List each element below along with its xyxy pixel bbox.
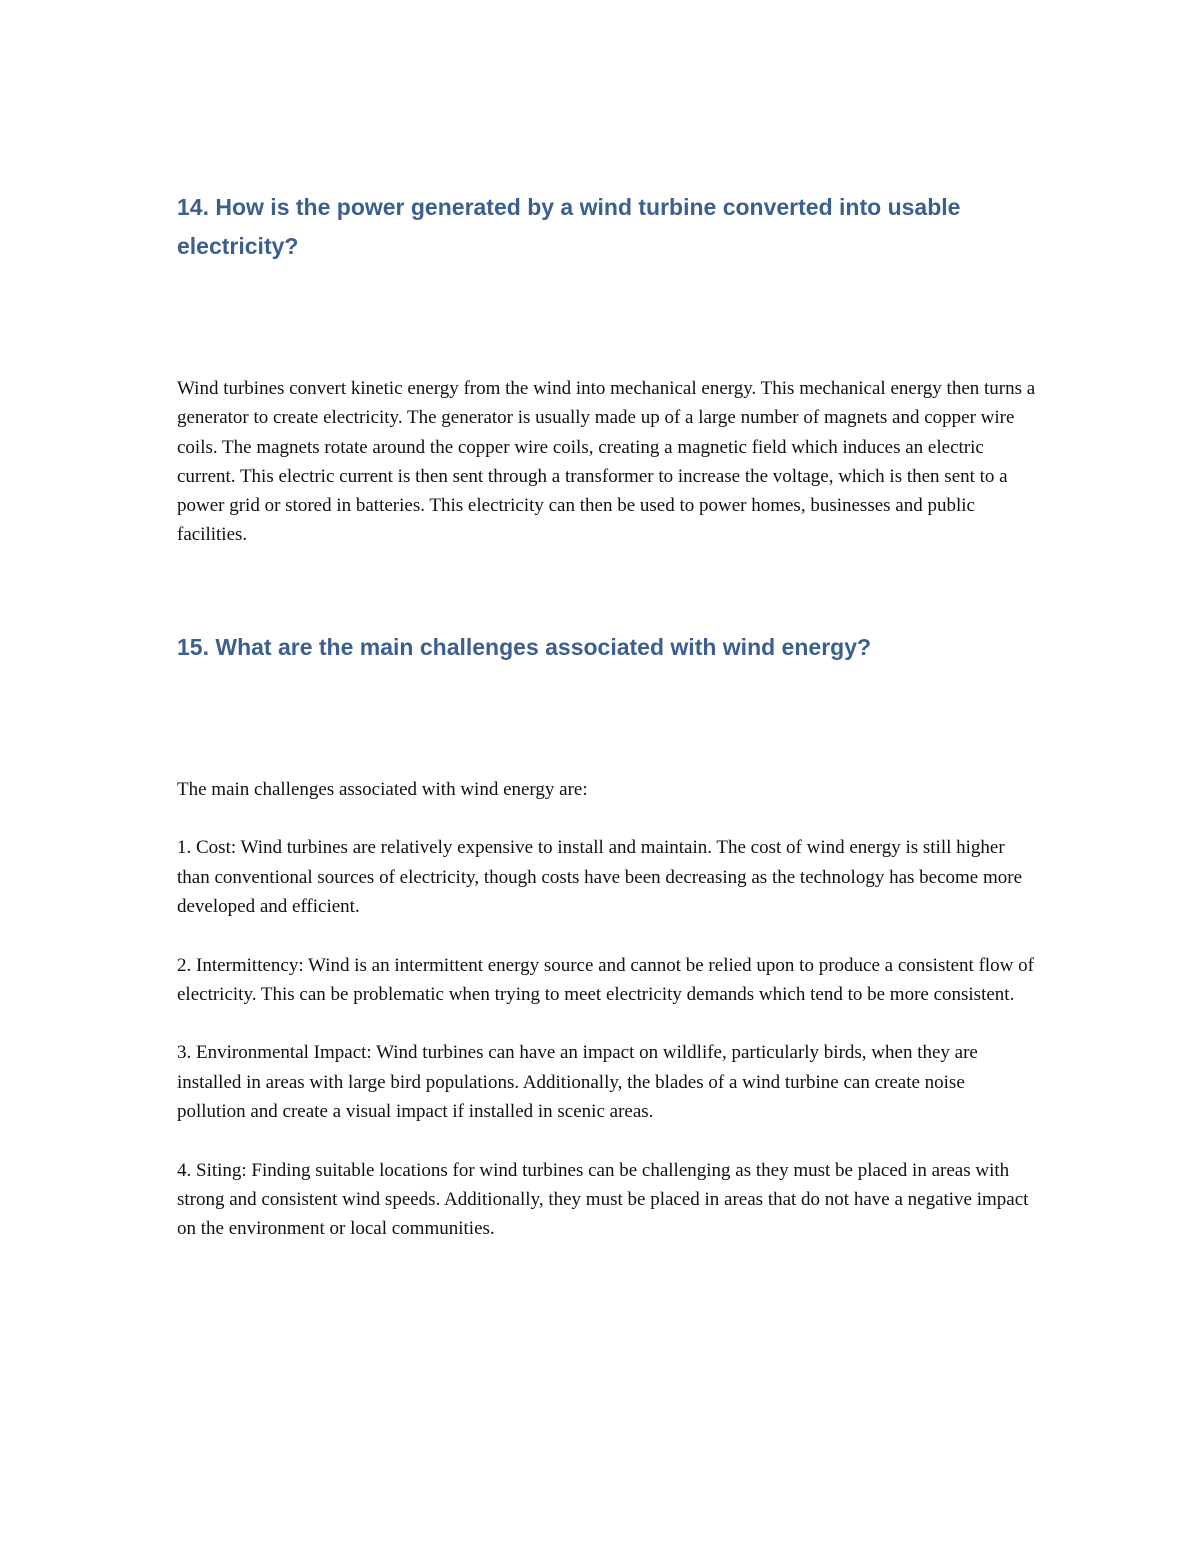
challenge-environmental-impact: 3. Environmental Impact: Wind turbines can have an impact on wildlife, particularly birds, when they are installed in areas with large bird populations. Additionally, the blades of a wind turbine can create noise pollution and create a visual impact if installed in scenic areas.: [177, 1042, 978, 1123]
challenge-cost: 1. Cost: Wind turbines are relatively expensive to install and maintain. The cost of wind energy is still higher than conventional sources of electricity, though costs have been decreasing as the technology has become more developed and efficient.: [177, 837, 1023, 917]
question-15-intro: The main challenges associated with wind energy are:: [177, 778, 588, 800]
document-content: [177, 188, 1037, 1244]
challenge-intermittency: 2. Intermittency: Wind is an intermittent energy source and cannot be relied upon to produce a consistent flow of electricity. This can be problematic when trying to meet electricity demands which tend to be more consistent.: [177, 954, 1034, 1005]
question-15-heading: 15. What are the main challenges associated with wind energy?: [177, 633, 872, 660]
question-14-heading: 14. How is the power generated by a wind turbine converted into usable electricity?: [177, 194, 961, 259]
question-14-answer: Wind turbines convert kinetic energy from the wind into mechanical energy. This mechanical energy then turns a generator to create electricity. The generator is usually made up of a large number of magnets and copper wire coils. The magnets rotate around the copper wire coils, creating a magnetic field which induces an electric current. This electric current is then sent through a transformer to increase the voltage, which is then sent to a power grid or stored in batteries. This electricity can then be used to power homes, businesses and public facilities.: [177, 378, 1036, 546]
challenge-siting: 4. Siting: Finding suitable locations for wind turbines can be challenging as they must be placed in areas with strong and consistent wind speeds. Additionally, they must be placed in areas that do not have a negative impact on the environment or local communities.: [177, 1159, 1029, 1240]
